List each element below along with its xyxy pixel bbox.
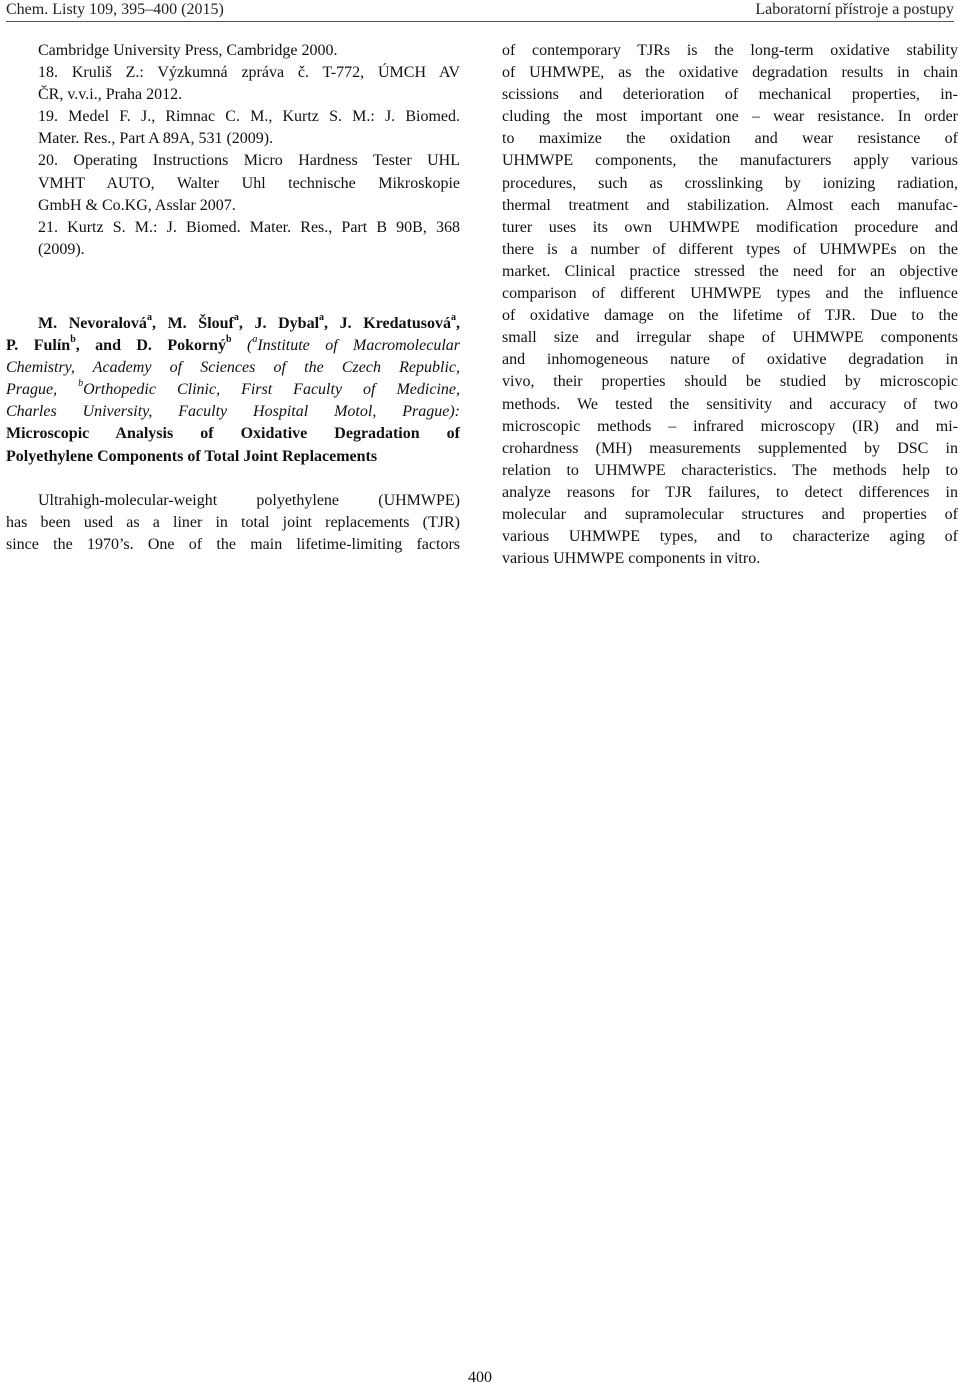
author-name: , J. Dybal [238,314,320,332]
body-line: and inhomogeneous nature of oxidative degradation in [502,351,958,369]
section-title: Laboratorní přístroje a postupy [755,1,954,18]
affiliation-marker: b [226,333,232,345]
author-name: , J. Kredatusová [324,314,451,332]
page-number: 400 [468,1369,492,1386]
reference-item [6,150,460,216]
body-line: vivo, their properties should be studied by microscopic [502,373,958,391]
body-line: methods. We tested the sensitivity and accuracy of two [502,395,958,413]
body-line: analyze reasons for TJR failures, to detect differences in [502,483,958,501]
body-line: of oxidative damage on the lifetime of TJR. Due to the [502,307,958,325]
affiliation-marker: a [252,333,258,345]
abstract-title-line: Polyethylene Components of Total Joint Replacements [6,447,378,465]
body-line: crohardness (MH) measurements supplemented by DSC in [502,439,958,457]
abstract-title-line: Microscopic Analysis of Oxidative Degradation of [6,425,460,443]
reference-line: GmbH & Co.KG, Asslar 2007. [38,196,236,214]
body-line: Ultrahigh-molecular-weight polyethylene (UHMWPE) [38,491,460,509]
body-line: of UHMWPE, as the oxidative degradation results in chain [502,64,958,82]
body-line: since the 1970’s. One of the main lifetime-limiting factors [6,535,460,553]
affiliation-line [6,379,460,401]
reference-line: 20. Operating Instructions Micro Hardness Tester UHL [38,152,460,170]
affiliation-marker: a [451,311,456,323]
body-line: comparison of different UHMWPE types and the influence [502,285,958,303]
affiliation-marker: a [233,311,239,323]
body-line: UHMWPE components, the manufacturers apply various [502,152,958,170]
abstract-body-right [502,40,958,570]
reference-line: 18. Kruliš Z.: Výzkumná zpráva č. T-772, ÚMCH AV [38,64,460,82]
author-name: , and D. Pokorný [75,337,227,355]
affiliation-marker: a [146,311,152,323]
reference-line: 21. Kurtz S. M.: J. Biomed. Mater. Res., Part B 90B, 368 [38,218,460,236]
affiliation-line: Charles University, Faculty Hospital Motol, Prague): [6,403,460,421]
affiliation-marker: b [70,333,76,345]
abstract-body-left [6,490,460,556]
reference-item [6,62,460,106]
body-line: there is a number of different types of UHMWPEs on the [502,240,958,258]
reference-item [6,217,460,261]
body-line: market. Clinical practice stressed the need for an objective [502,262,958,280]
abstract-heading [6,313,460,468]
body-line: molecular and supramolecular structures and properties of [502,505,958,523]
body-line: scissions and deterioration of mechanical properties, in- [502,86,958,104]
reference-item [6,40,460,62]
author-name: M. Nevoralová [38,314,147,332]
affiliation-marker: a [319,311,325,323]
left-column [6,40,460,556]
affiliation-text: Institute of Macromolecular [257,337,460,355]
reference-line: (2009). [38,240,85,258]
body-line: has been used as a liner in total joint replacements (TJR) [6,513,460,531]
affiliation-text: ( [231,337,253,355]
reference-line: VMHT AUTO, Walter Uhl technische Mikroskopie [38,174,460,192]
reference-list [6,40,460,261]
reference-line: Cambridge University Press, Cambridge 2000. [38,42,338,59]
author-name: P. Fulín [6,337,71,355]
affiliation-line: Chemistry, Academy of Sciences of the Czech Republic, [6,359,460,377]
body-line: small size and irregular shape of UHMWPE components [502,329,958,347]
affiliation-text: Prague, [6,381,79,399]
body-line: thermal treatment and stabilization. Almost each manufac- [502,196,958,214]
author-affiliation-line [6,335,460,357]
author-line: M. Nevoralová$^a$, M. Šlouf$^a$, J. Dybal$^a$, J. Kredatusová$^a$, [38,311,460,332]
reference-line: Mater. Res., Part A 89A, 531 (2009). [38,130,274,148]
body-line: of contemporary TJRs is the long-term oxidative stability [502,42,958,59]
body-line: procedures, such as crosslinking by ionizing radiation, [502,174,958,192]
right-column [502,40,958,570]
header-rule [6,21,954,22]
reference-line: ČR, v.v.i., Praha 2012. [38,86,183,104]
body-line: turer uses its own UHMWPE modification procedure and [502,218,958,236]
body-line: microscopic methods – infrared microscopy (IR) and mi- [502,417,958,435]
affiliation-marker: b [78,377,84,389]
body-line: cluding the most important one – wear resistance. In order [502,108,958,126]
reference-line: 19. Medel F. J., Rimnac C. M., Kurtz S. M.: J. Biomed. [38,108,460,126]
running-header [6,0,954,22]
body-line: various UHMWPE components in vitro. [502,550,761,568]
reference-item [6,106,460,150]
body-line: to maximize the oxidation and wear resistance of [502,130,958,148]
body-line: various UHMWPE types, and to characterize aging of [502,528,958,546]
author-name: , M. Šlouf [151,314,234,332]
affiliation-text: Orthopedic Clinic, First Faculty of Medicine, [83,381,460,399]
body-line: relation to UHMWPE characteristics. The methods help to [502,461,958,479]
journal-citation: Chem. Listy 109, 395–400 (2015) [6,1,224,18]
